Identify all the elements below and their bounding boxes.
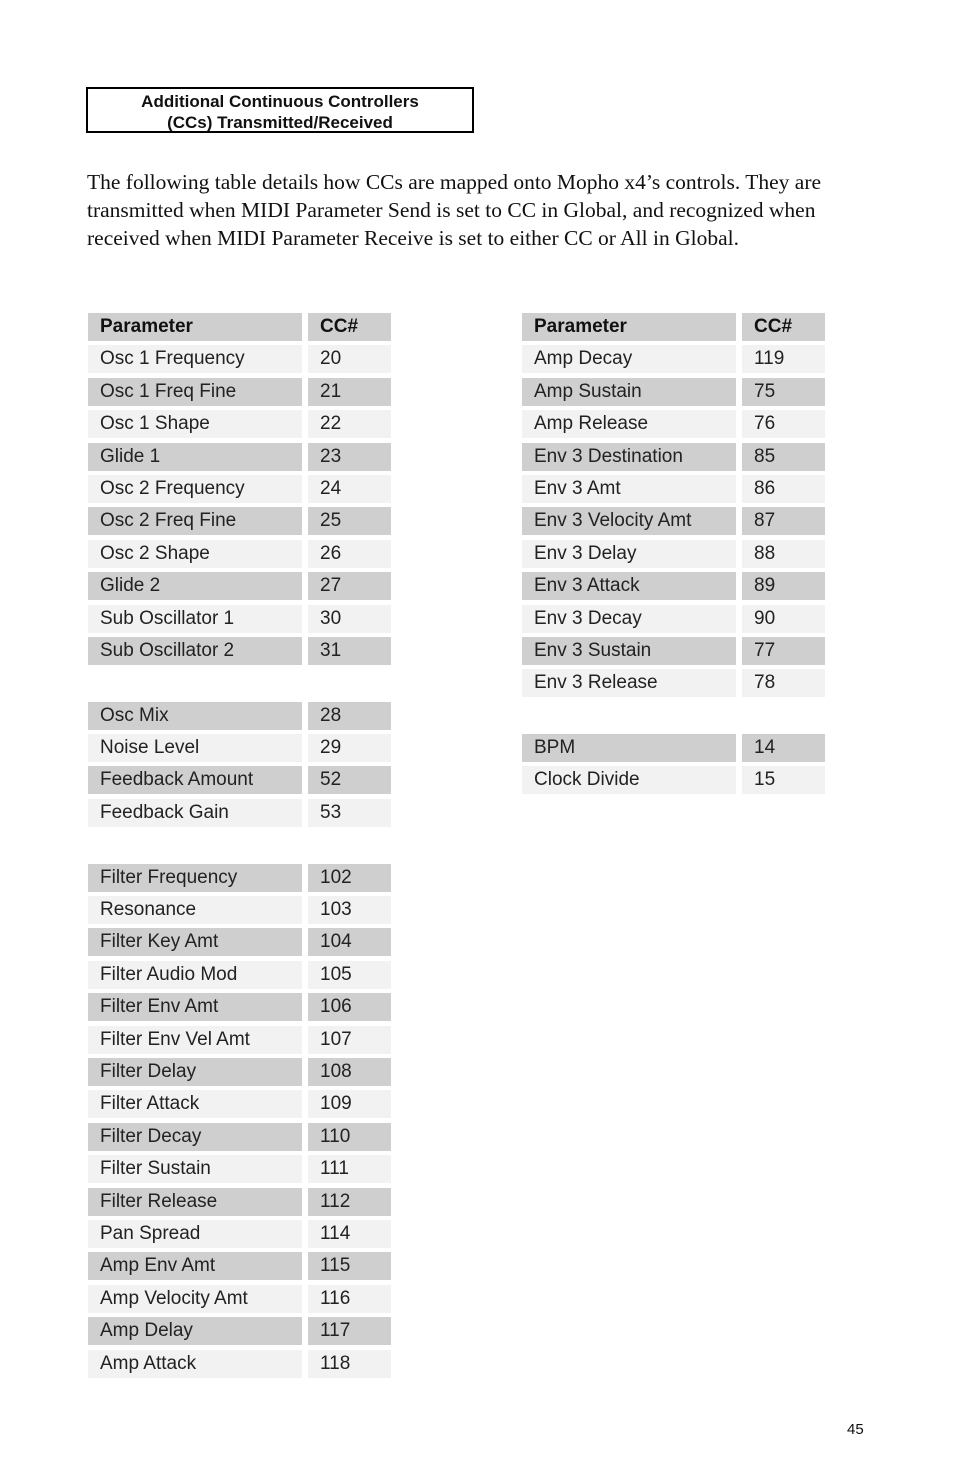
table-row [522, 572, 825, 600]
table-row [88, 1220, 391, 1248]
parameter-cell: Env 3 Delay [522, 540, 736, 568]
parameter-cell: Env 3 Amt [522, 475, 736, 503]
table-row [522, 378, 825, 406]
cc-cell: 21 [308, 378, 391, 406]
parameter-cell: Amp Sustain [522, 378, 736, 406]
table-row [522, 669, 825, 697]
parameter-cell: Osc 2 Frequency [88, 475, 302, 503]
cc-cell: 86 [742, 475, 825, 503]
table-row [522, 443, 825, 471]
parameter-cell: Osc 1 Freq Fine [88, 378, 302, 406]
parameter-cell: Filter Audio Mod [88, 961, 302, 989]
cc-cell: 23 [308, 443, 391, 471]
cc-cell: 103 [308, 896, 391, 924]
parameter-cell: Env 3 Velocity Amt [522, 507, 736, 535]
table-row [522, 734, 825, 762]
cc-cell: 109 [308, 1090, 391, 1118]
cc-cell: 52 [308, 766, 391, 794]
cc-cell: 115 [308, 1252, 391, 1280]
table-row [88, 961, 391, 989]
parameter-cell: Env 3 Decay [522, 605, 736, 633]
table-row [88, 734, 391, 762]
table-row [88, 1026, 391, 1054]
table-row [88, 1252, 391, 1280]
parameter-cell: Osc 2 Freq Fine [88, 507, 302, 535]
cc-cell: 119 [742, 345, 825, 373]
cc-cell: 31 [308, 637, 391, 665]
cc-cell: 114 [308, 1220, 391, 1248]
cc-cell: 85 [742, 443, 825, 471]
cc-cell: 78 [742, 669, 825, 697]
parameter-cell: Filter Attack [88, 1090, 302, 1118]
table-spacer [88, 831, 391, 859]
left-cc-table [88, 313, 391, 1382]
cc-cell: 107 [308, 1026, 391, 1054]
table-row [522, 637, 825, 665]
parameter-cell: Amp Decay [522, 345, 736, 373]
parameter-cell: Osc Mix [88, 702, 302, 730]
table-row [88, 572, 391, 600]
table-row [88, 928, 391, 956]
cc-cell: 29 [308, 734, 391, 762]
cc-cell: 27 [308, 572, 391, 600]
cc-cell: 110 [308, 1123, 391, 1151]
parameter-cell: Amp Env Amt [88, 1252, 302, 1280]
parameter-cell: Sub Oscillator 1 [88, 605, 302, 633]
cc-cell: 26 [308, 540, 391, 568]
cc-cell: 24 [308, 475, 391, 503]
parameter-cell: Filter Sustain [88, 1155, 302, 1183]
header-cc: CC# [742, 313, 825, 341]
cc-cell: 118 [308, 1350, 391, 1378]
table-row [88, 1350, 391, 1378]
table-row [88, 1317, 391, 1345]
table-row [88, 1090, 391, 1118]
cc-cell: 90 [742, 605, 825, 633]
parameter-cell: Filter Env Vel Amt [88, 1026, 302, 1054]
section-title-line-2: (CCs) Transmitted/Received [167, 113, 393, 132]
section-title-line-1: Additional Continuous Controllers [141, 92, 419, 111]
table-header-row [88, 313, 391, 341]
cc-cell: 112 [308, 1188, 391, 1216]
parameter-cell: Feedback Gain [88, 799, 302, 827]
table-spacer [522, 702, 825, 730]
parameter-cell: Osc 1 Frequency [88, 345, 302, 373]
cc-cell: 106 [308, 993, 391, 1021]
parameter-cell: Filter Frequency [88, 864, 302, 892]
table-row [88, 1188, 391, 1216]
parameter-cell: Env 3 Destination [522, 443, 736, 471]
table-row [88, 896, 391, 924]
cc-cell: 30 [308, 605, 391, 633]
table-row [88, 702, 391, 730]
table-row [88, 1123, 391, 1151]
intro-paragraph: The following table details how CCs are mapped onto Mopho x4’s controls. They are transmitted when MIDI Parameter Send is set to CC in Global, and recognized when received when MIDI Parameter Receive is set to either CC or All in Global. [87, 170, 822, 250]
table-row [522, 507, 825, 535]
cc-cell: 104 [308, 928, 391, 956]
table-row [88, 378, 391, 406]
table-row [522, 766, 825, 794]
cc-cell: 14 [742, 734, 825, 762]
table-row [88, 475, 391, 503]
parameter-cell: Amp Attack [88, 1350, 302, 1378]
parameter-cell: Filter Key Amt [88, 928, 302, 956]
table-header-row [522, 313, 825, 341]
header-parameter: Parameter [88, 313, 302, 341]
cc-cell: 117 [308, 1317, 391, 1345]
parameter-cell: Osc 2 Shape [88, 540, 302, 568]
cc-cell: 76 [742, 410, 825, 438]
parameter-cell: Filter Delay [88, 1058, 302, 1086]
cc-cell: 25 [308, 507, 391, 535]
parameter-cell: Glide 1 [88, 443, 302, 471]
table-row [88, 637, 391, 665]
table-spacer [88, 669, 391, 697]
table-row [88, 766, 391, 794]
cc-cell: 75 [742, 378, 825, 406]
header-cc: CC# [308, 313, 391, 341]
table-row [88, 507, 391, 535]
parameter-cell: Env 3 Release [522, 669, 736, 697]
cc-cell: 89 [742, 572, 825, 600]
table-row [88, 1155, 391, 1183]
parameter-cell: Glide 2 [88, 572, 302, 600]
cc-cell: 53 [308, 799, 391, 827]
cc-cell: 87 [742, 507, 825, 535]
table-row [88, 605, 391, 633]
parameter-cell: BPM [522, 734, 736, 762]
table-row [522, 605, 825, 633]
cc-cell: 20 [308, 345, 391, 373]
table-row [88, 443, 391, 471]
table-row [88, 540, 391, 568]
parameter-cell: Noise Level [88, 734, 302, 762]
cc-cell: 102 [308, 864, 391, 892]
table-row [88, 1285, 391, 1313]
cc-cell: 22 [308, 410, 391, 438]
parameter-cell: Osc 1 Shape [88, 410, 302, 438]
table-row [88, 345, 391, 373]
cc-cell: 116 [308, 1285, 391, 1313]
page-number: 45 [847, 1421, 864, 1438]
parameter-cell: Feedback Amount [88, 766, 302, 794]
parameter-cell: Amp Release [522, 410, 736, 438]
table-row [522, 540, 825, 568]
table-row [88, 799, 391, 827]
cc-cell: 88 [742, 540, 825, 568]
table-row [88, 864, 391, 892]
parameter-cell: Resonance [88, 896, 302, 924]
cc-cell: 108 [308, 1058, 391, 1086]
parameter-cell: Pan Spread [88, 1220, 302, 1248]
table-row [88, 410, 391, 438]
cc-cell: 77 [742, 637, 825, 665]
cc-cell: 15 [742, 766, 825, 794]
parameter-cell: Filter Env Amt [88, 993, 302, 1021]
table-row [88, 1058, 391, 1086]
cc-cell: 105 [308, 961, 391, 989]
cc-cell: 111 [308, 1155, 391, 1183]
table-row [522, 475, 825, 503]
parameter-cell: Clock Divide [522, 766, 736, 794]
header-parameter: Parameter [522, 313, 736, 341]
parameter-cell: Env 3 Attack [522, 572, 736, 600]
table-row [522, 410, 825, 438]
parameter-cell: Sub Oscillator 2 [88, 637, 302, 665]
table-row [522, 345, 825, 373]
right-cc-table [522, 313, 825, 799]
parameter-cell: Amp Delay [88, 1317, 302, 1345]
cc-cell: 28 [308, 702, 391, 730]
table-row [88, 993, 391, 1021]
parameter-cell: Env 3 Sustain [522, 637, 736, 665]
parameter-cell: Filter Decay [88, 1123, 302, 1151]
parameter-cell: Filter Release [88, 1188, 302, 1216]
section-title-box [86, 87, 474, 133]
parameter-cell: Amp Velocity Amt [88, 1285, 302, 1313]
